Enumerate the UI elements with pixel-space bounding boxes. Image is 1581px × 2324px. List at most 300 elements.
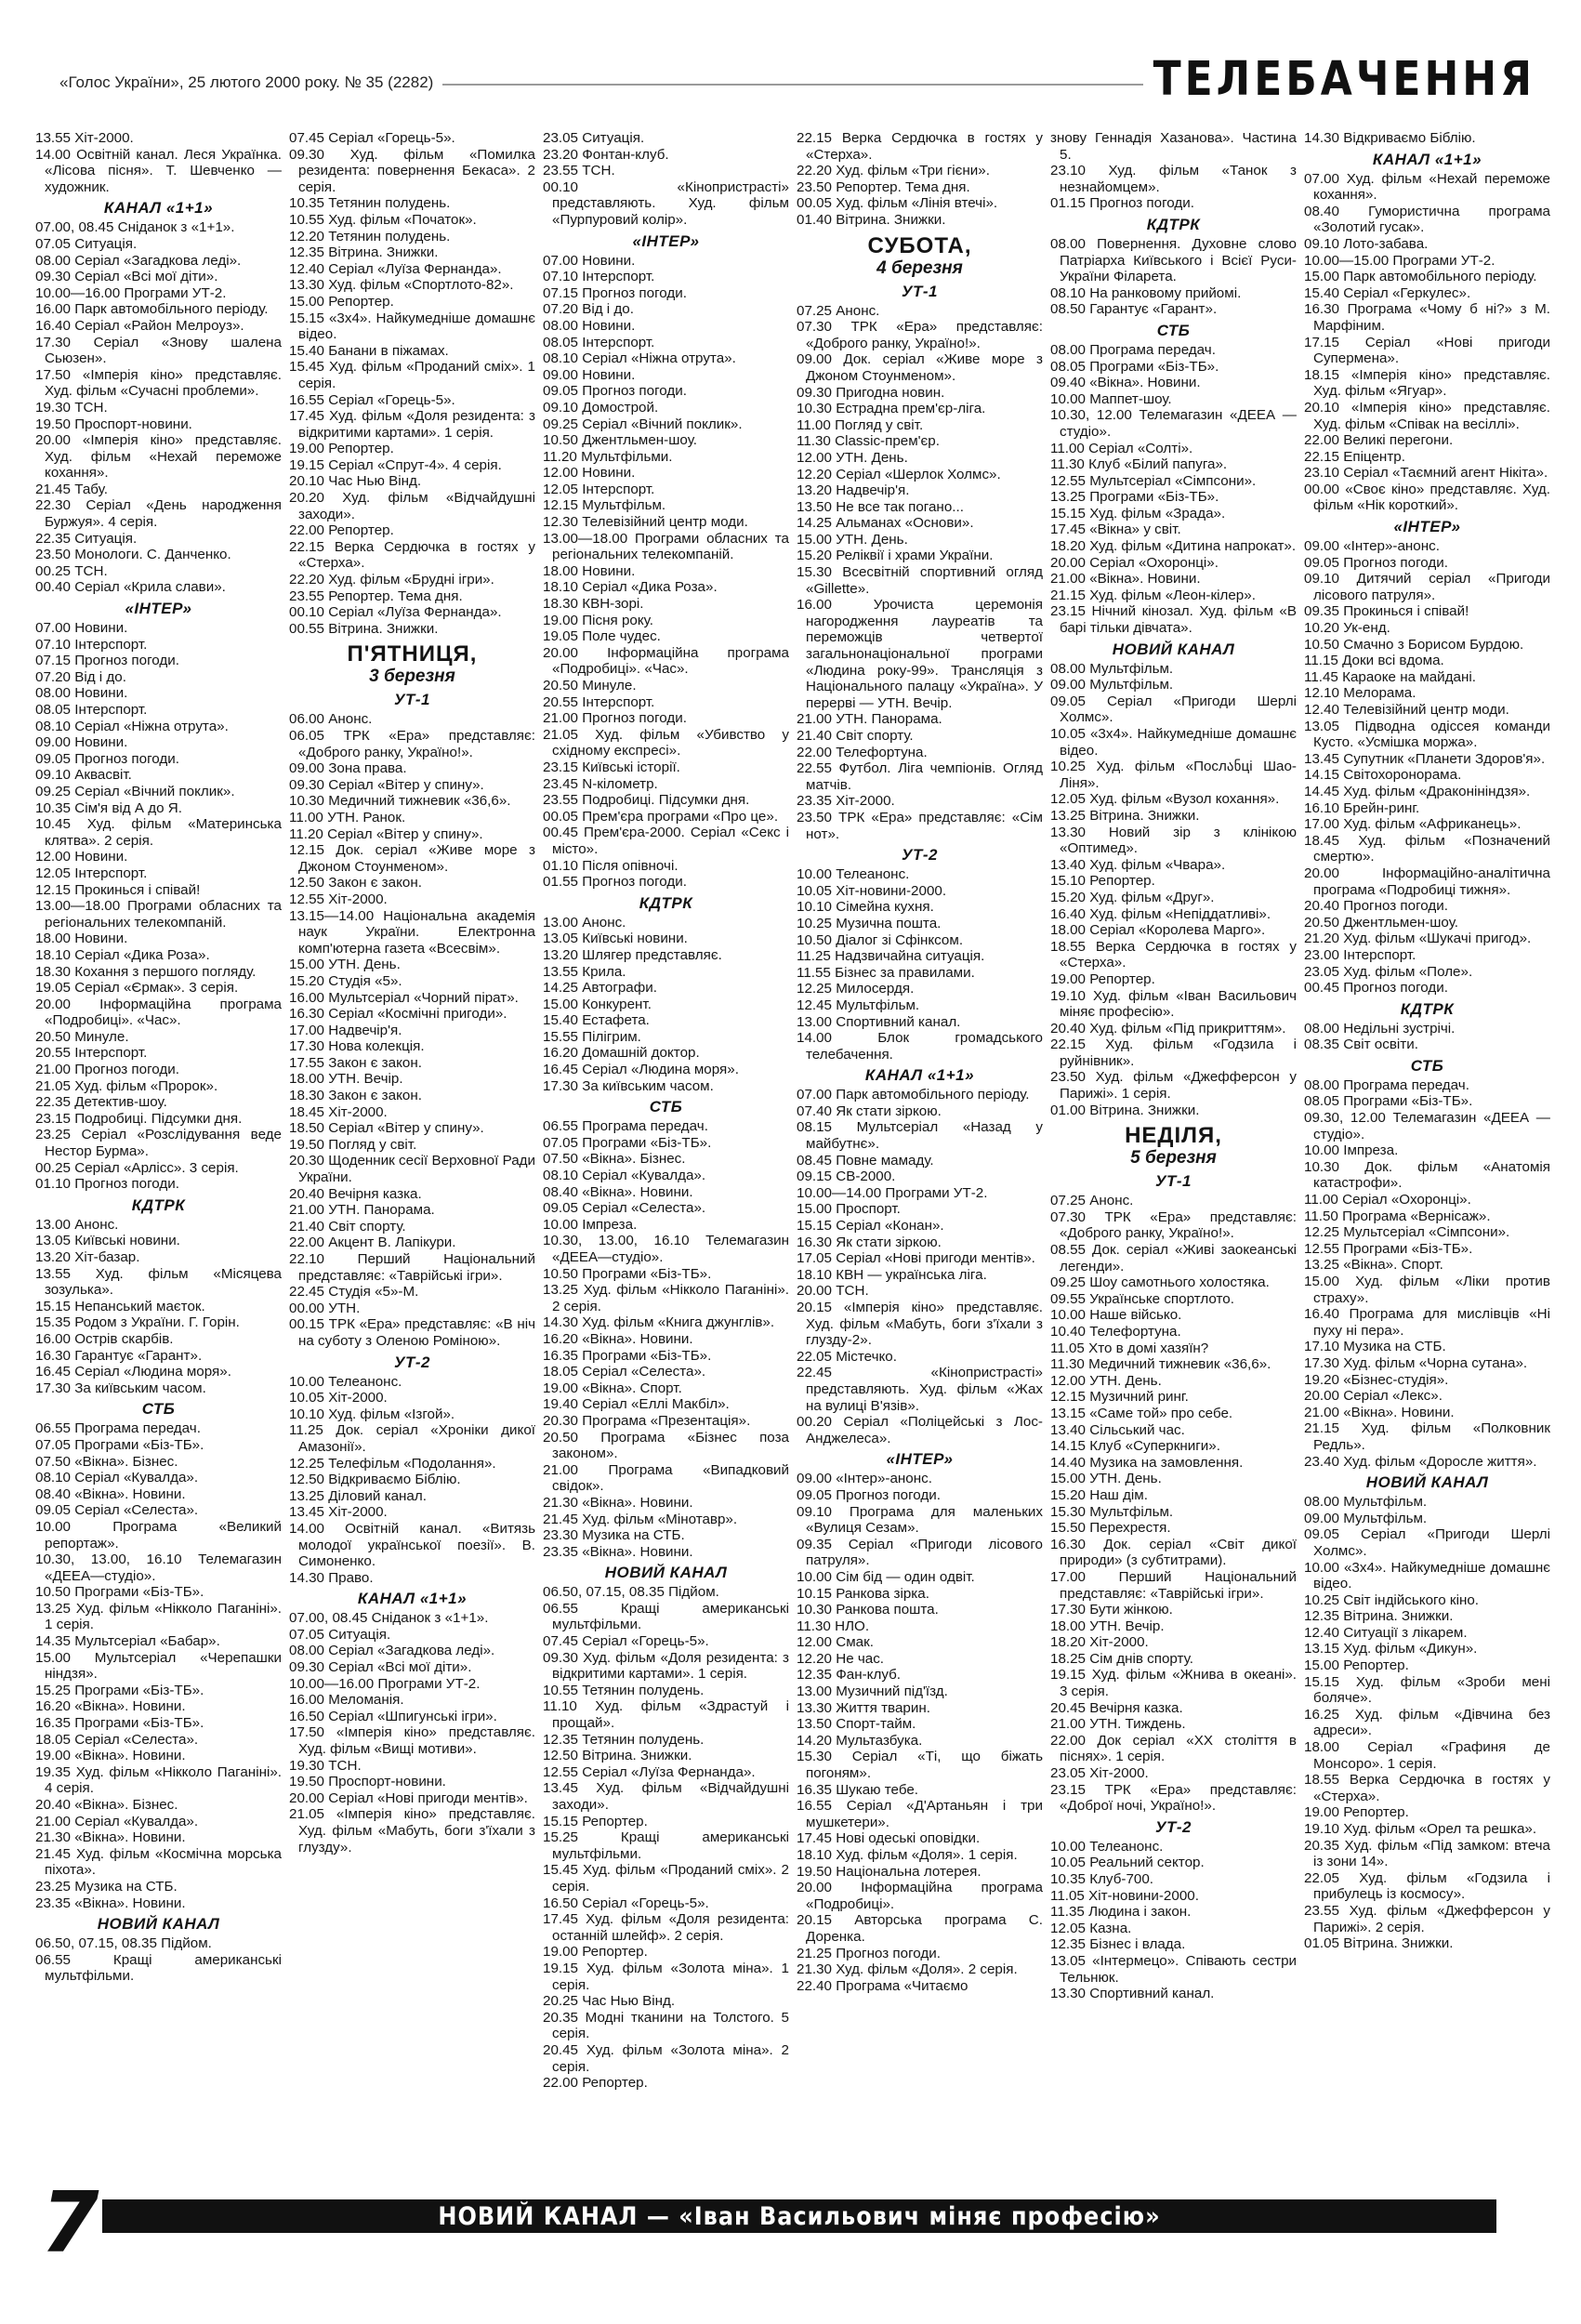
program-entry: 11.30 НЛО.	[797, 1618, 870, 1634]
program-entry: 10.25 Музична пошта.	[797, 915, 942, 931]
program-entry: 13.25 Худ. фільм «Нікколо Паганіні». 1 серія.	[35, 1600, 282, 1633]
program-entry: 19.00 Репортер.	[289, 441, 394, 457]
program-entry: 13.00 Спортивний канал.	[797, 1013, 961, 1030]
program-entry: 17.30 Бути жінкою.	[1050, 1602, 1173, 1618]
program-entry: 17.00 Надвечір'я.	[289, 1022, 402, 1038]
program-entry: 12.05 Інтерспорт.	[543, 481, 655, 497]
channel-heading: КАНАЛ «1+1»	[357, 1590, 468, 1608]
program-entry: 10.10 Худ. фільм «Ізгой».	[289, 1406, 455, 1422]
program-entry: 09.00 «Інтер»-анонс.	[797, 1471, 932, 1487]
program-entry: 10.30 Медичний тижневик «36,6».	[289, 793, 511, 810]
program-entry: 10.35 Клуб-700.	[1050, 1871, 1154, 1887]
program-entry: 16.30 Гарантує «Гарант».	[35, 1347, 203, 1364]
program-entry: 10.30, 13.00, 16.10 Телемагазин «ДЕЕА—студіо».	[543, 1233, 789, 1265]
program-entry: 17.45 «Вікна» у світ.	[1050, 522, 1181, 538]
program-entry: 07.20 Від і до.	[35, 668, 126, 685]
program-entry: 12.35 Бізнес і влада.	[1050, 1936, 1186, 1953]
program-entry: 08.05 Інтерспорт.	[35, 702, 148, 718]
program-entry: 16.30 Серіал «Космічні пригоди».	[289, 1006, 507, 1023]
program-entry: 17.30 За київським часом.	[35, 1380, 206, 1396]
program-entry: 11.50 Програма «Вернісаж».	[1304, 1208, 1491, 1224]
program-entry: 13.50 Не все так погано...	[797, 498, 964, 515]
program-entry: 00.45 Прем'єра-2000. Серіал «Секс і місто».	[543, 825, 789, 857]
program-entry: 11.30 Classic-прем'єр.	[797, 433, 940, 450]
channel-heading: УТ-1	[1154, 1172, 1192, 1191]
program-entry: 07.30 ТРК «Ера» представляє: «Доброго ранку, Україно!».	[797, 319, 1043, 351]
program-entry: 13.25 Діловий канал.	[289, 1487, 427, 1504]
program-entry: 16.50 Серіал «Шпигунські ігри».	[289, 1708, 497, 1724]
program-entry: 17.30 Серіал «Знову шалена Сьюзен».	[35, 334, 282, 367]
program-entry: 15.15 Худ. фільм «Зроби мені боляче».	[1304, 1673, 1550, 1707]
program-entry: 21.40 Світ спорту.	[289, 1218, 406, 1235]
program-entry: 15.30 Мультфільм.	[1050, 1503, 1174, 1520]
program-entry: 10.35 Тетянин полудень.	[289, 195, 451, 212]
channel-heading: «ІНТЕР»	[125, 600, 192, 618]
program-entry: 21.45 Худ. фільм «Мінотавр».	[543, 1511, 738, 1527]
program-entry: 13.45 Хіт-2000.	[289, 1504, 388, 1521]
program-entry: 23.10 Худ. фільм «Танок з незнайомцем».	[1050, 163, 1297, 195]
program-entry: 07.00 Новини.	[543, 252, 636, 269]
program-entry: 22.35 Детектив-шоу.	[35, 1094, 167, 1111]
program-entry: 23.55 ТСН.	[543, 163, 615, 179]
program-entry: 09.10 Домострой.	[543, 399, 659, 416]
program-entry: 09.05 Прогноз погоди.	[543, 383, 687, 400]
program-entry: 20.15 «Імперія кіно» представляє. Худ. фільм «Мабуть, боги з'їхали з глузду-2».	[797, 1300, 1043, 1349]
program-entry: 15.45 Худ. фільм «Проданий сміх». 1 серія.	[289, 359, 535, 391]
channel-heading: КАНАЛ «1+1»	[864, 1066, 975, 1085]
program-entry: 21.20 Худ. фільм «Шукачі пригод».	[1304, 931, 1532, 947]
program-entry: 22.45 «Кінопристрасті» представляють. Худ. фільм «Жах на вулиці В'язів».	[797, 1365, 1043, 1414]
channel-heading: «ІНТЕР»	[1393, 518, 1461, 536]
program-entry: 12.00 Новини.	[35, 849, 128, 865]
program-entry: 19.00 «Вікна». Новини.	[35, 1748, 186, 1764]
program-entry: 20.50 Джентльмен-шоу.	[1304, 914, 1458, 931]
program-entry: 20.55 Інтерспорт.	[35, 1045, 148, 1062]
program-entry: 10.00 Телеанонс.	[1050, 1838, 1164, 1855]
program-entry: 20.00 ТСН.	[797, 1283, 869, 1300]
program-entry: 15.45 Худ. фільм «Проданий сміх». 2 серія.	[543, 1862, 789, 1895]
program-entry: 08.10 Серіал «Кувалда».	[35, 1470, 199, 1486]
program-entry: 10.00—16.00 Програми УТ-2.	[35, 284, 227, 301]
program-entry: 16.00 Меломанія.	[289, 1692, 404, 1709]
program-entry: 09.30 Худ. фільм «Доля резидента: з відкритими картами». 1 серія.	[543, 1649, 789, 1683]
program-entry: 20.00 Серіал «Лекс».	[1304, 1388, 1443, 1405]
program-entry: 12.40 Ситуації з лікарем.	[1304, 1624, 1468, 1641]
program-entry: 12.25 Мультсеріал «Сімпсони».	[1304, 1224, 1510, 1241]
program-entry: 13.30 Спортивний канал.	[1050, 1986, 1215, 2002]
program-entry: 22.15 Епіцентр.	[1304, 448, 1405, 465]
program-entry: 09.25 Серіал «Вічний поклик».	[35, 783, 235, 799]
program-entry: 18.45 Хіт-2000.	[289, 1103, 388, 1120]
program-entry: знову Геннадія Хазанова». Частина 5.	[1050, 130, 1297, 163]
program-entry: 09.00 Мультфільм.	[1050, 677, 1174, 693]
program-entry: 22.15 Худ. фільм «Годзила і руйнівник».	[1050, 1037, 1297, 1069]
program-entry: 23.00 Інтерспорт.	[1304, 946, 1416, 963]
program-entry: 07.10 Інтерспорт.	[35, 636, 148, 653]
program-entry: 23.15 ТРК «Ера» представляє: «Доброї ночі, Україно!».	[1050, 1781, 1297, 1815]
program-entry: 09.10 Програма для маленьких «Вулиця Сезам».	[797, 1503, 1043, 1537]
channel-heading: КДТРК	[1400, 999, 1455, 1018]
program-entry: 18.00 Серіал «Королева Марго».	[1050, 922, 1266, 939]
program-entry: 15.00 Репортер.	[289, 293, 394, 310]
program-entry: 13.25 Вітрина. Знижки.	[1050, 807, 1200, 824]
program-entry: 22.40 Програма «Читаємо	[797, 1977, 968, 1994]
program-entry: 09.00 Мультфільм.	[1304, 1510, 1428, 1526]
program-entry: 11.00 Серіал «Солті».	[1050, 440, 1193, 456]
program-entry: 13.25 Програми «Біз-ТБ».	[1050, 489, 1219, 506]
masthead: «Голос України», 25 лютого 2000 року. № 35 (2282)	[50, 73, 442, 92]
program-entry: 16.00 Урочиста церемонія нагородження лауреатів та переможців четвертої загальнонаціональної програми «Людина року-99». Трансляція з Національного палацу «Україна». У перерві — УТН. Вечір.	[797, 597, 1043, 711]
program-entry: 11.00 УТН. Ранок.	[289, 809, 406, 825]
program-entry: 18.55 Верка Сердючка в гостях у «Стерха».	[1050, 938, 1297, 971]
program-entry: 12.40 Телевізійний центр моди.	[1304, 702, 1509, 718]
program-entry: 08.15 Мультсеріал «Назад у майбутнє».	[797, 1119, 1043, 1153]
program-entry: 12.10 Мелорама.	[1304, 685, 1416, 702]
program-entry: 18.30 КВН-зорі.	[543, 596, 644, 613]
footer-banner-text: НОВИЙ КАНАЛ — «Іван Васильович міняє професію»	[438, 2201, 1161, 2231]
program-entry: 22.15 Верка Сердючка в гостях у «Стерха».	[797, 130, 1043, 163]
program-entry: 08.10 Серіал «Ніжна отрута».	[543, 350, 736, 367]
program-entry: 16.45 Серіал «Людина моря».	[543, 1062, 739, 1078]
program-entry: 08.00 Програма передач.	[1050, 341, 1216, 358]
program-entry: 08.10 На ранковому прийомі.	[1050, 284, 1242, 301]
program-entry: 10.15 Ранкова зірка.	[797, 1585, 929, 1602]
program-entry: 14.30 Худ. фільм «Книга джунглів».	[543, 1314, 775, 1331]
program-entry: 13.05 Підводна одіссея команди Кусто. «Усмішка моржа».	[1304, 718, 1550, 751]
program-entry: 12.15 Музичний ринг.	[1050, 1389, 1189, 1406]
program-entry: 16.30 Програма «Чому б ні?» з М. Марфіним.	[1304, 301, 1550, 334]
day-date: 5 березня	[1130, 1148, 1217, 1169]
day-heading: П'ЯТНИЦЯ,	[347, 641, 478, 667]
program-entry: 22.00 Док серіал «ХХ століття в піснях». 1 серія.	[1050, 1732, 1297, 1765]
channel-heading: КДТРК	[131, 1195, 186, 1214]
program-entry: 07.45 Серіал «Горець-5».	[543, 1633, 709, 1650]
program-entry: 06.55 Кращі американські мультфільми.	[543, 1600, 789, 1633]
program-entry: 08.00 Серіал «Загадкова леді».	[35, 252, 242, 269]
program-entry: 20.30 Щоденник сесії Верховної Ради України.	[289, 1153, 535, 1186]
program-entry: 22.20 Худ. фільм «Три гієни».	[797, 163, 990, 179]
program-entry: 10.30, 13.00, 16.10 Телемагазин «ДЕЕА—студіо».	[35, 1552, 282, 1584]
program-entry: 18.05 Серіал «Селеста».	[543, 1364, 706, 1380]
program-entry: 22.30 Серіал «День народження Буржуя». 4 серія.	[35, 497, 282, 531]
program-entry: 13.40 Сільський час.	[1050, 1421, 1185, 1438]
column-5	[1050, 130, 1297, 2175]
program-entry: 12.20 Тетянин полудень.	[289, 228, 451, 244]
program-entry: 22.45 Студія «5»-М.	[289, 1284, 419, 1301]
program-entry: 10.20 Ук-енд.	[1304, 620, 1390, 637]
program-entry: 07.00, 08.45 Сніданок з «1+1».	[35, 219, 235, 236]
program-entry: 21.05 Худ. фільм «Пророк».	[35, 1077, 218, 1094]
program-entry: 19.00 Репортер.	[1050, 971, 1155, 987]
program-entry: 21.45 Табу.	[35, 481, 108, 497]
program-entry: 07.15 Прогноз погоди.	[543, 284, 687, 301]
program-entry: 10.00 Імпреза.	[1304, 1142, 1399, 1159]
program-entry: 15.00 УТН. День.	[289, 957, 401, 973]
program-entry: 17.30 Нова колекція.	[289, 1038, 425, 1055]
program-entry: 11.25 Надзвичайна ситуація.	[797, 948, 985, 965]
program-entry: 21.15 Худ. фільм «Полковник Редль».	[1304, 1420, 1550, 1453]
program-entry: 21.00 УТН. Панорама.	[289, 1202, 435, 1219]
program-entry: 17.50 «Імперія кіно» представляє. Худ. фільм «Сучасні проблеми».	[35, 366, 282, 400]
program-entry: 22.55 Футбол. Ліга чемпіонів. Огляд матчів.	[797, 760, 1043, 793]
program-entry: 10.50 Програми «Біз-ТБ».	[543, 1265, 712, 1282]
program-entry: 13.20 Шлягер представляє.	[543, 946, 722, 963]
program-entry: 06.50, 07.15, 08.35 Підйом.	[543, 1584, 719, 1601]
program-entry: 09.25 Серіал «Вічний поклик».	[543, 416, 743, 432]
page-header	[37, 52, 1543, 110]
channel-heading: УТ-2	[1154, 1817, 1192, 1836]
program-entry: 10.30, 12.00 Телемагазин «ДЕЕА — студіо».	[1050, 407, 1297, 440]
program-entry: 14.00 Блок громадського телебачення.	[797, 1030, 1043, 1063]
program-entry: 20.15 Авторська програма С. Доренка.	[797, 1912, 1043, 1945]
program-entry: 20.50 Минуле.	[35, 1028, 129, 1045]
program-entry: 18.00 Новини.	[35, 931, 128, 947]
program-entry: 23.35 «Вікна». Новини.	[543, 1543, 693, 1560]
tv-listings	[35, 130, 1550, 2175]
program-entry: 10.50 Діалог зі Сфінксом.	[797, 931, 964, 948]
program-entry: 23.35 «Вікна». Новини.	[35, 1895, 186, 1911]
program-entry: 14.00 Освітній канал. Леся Українка. «Лісова пісня». Т. Шевченко — художник.	[35, 146, 282, 195]
program-entry: 22.00 Телефортуна.	[797, 744, 928, 760]
channel-heading: КАНАЛ «1+1»	[1372, 150, 1482, 168]
program-entry: 11.30 Клуб «Білий папуга».	[1050, 456, 1228, 473]
program-entry: 00.20 Серіал «Поліцейські з Лос-Анджелеса».	[797, 1414, 1043, 1446]
program-entry: 12.15 Док. серіал «Живе море з Джоном Стоунменом».	[289, 842, 535, 875]
program-entry: 07.50 «Вікна». Бізнес.	[35, 1453, 178, 1470]
program-entry: 09.10 Аквасвіт.	[35, 767, 132, 784]
program-entry: 08.00 Недільні зустрічі.	[1304, 1020, 1456, 1037]
channel-heading: НОВИЙ КАНАЛ	[1365, 1473, 1489, 1492]
program-entry: 23.10 Серіал «Таємний агент Нікіта».	[1304, 465, 1548, 482]
program-entry: 10.00 Наше військо.	[1050, 1307, 1182, 1324]
program-entry: 21.40 Світ спорту.	[797, 728, 914, 744]
program-entry: 00.05 Худ. фільм «Лінія втечі».	[797, 195, 998, 212]
program-entry: 07.05 Ситуація.	[35, 235, 138, 252]
program-entry: 09.30, 12.00 Телемагазин «ДЕЕА — студіо».	[1304, 1110, 1550, 1142]
program-entry: 13.55 Худ. фільм «Місяцева зозулька».	[35, 1265, 282, 1299]
program-entry: 23.55 Репортер. Тема дня.	[289, 588, 463, 604]
program-entry: 09.15 СВ-2000.	[797, 1169, 896, 1185]
program-entry: 11.45 Караоке на майдані.	[1304, 668, 1476, 685]
program-entry: 11.00 Серіал «Охоронці».	[1304, 1192, 1471, 1208]
program-entry: 08.00 Мультфільм.	[1050, 660, 1174, 677]
program-entry: 16.30 Док. серіал «Світ дикої природи» (з субтитрами).	[1050, 1536, 1297, 1569]
channel-heading: СТБ	[649, 1098, 683, 1116]
program-entry: 00.55 Вітрина. Знижки.	[289, 620, 439, 637]
program-entry: 06.50, 07.15, 08.35 Підйом.	[35, 1935, 212, 1952]
program-entry: 17.50 «Імперія кіно» представляє. Худ. фільм «Вищі мотиви».	[289, 1724, 535, 1758]
program-entry: 13.00 Анонс.	[543, 914, 626, 931]
program-entry: 07.25 Анонс.	[797, 302, 880, 319]
program-entry: 19.30 ТСН.	[35, 399, 108, 416]
program-entry: 23.15 Київські історії.	[543, 759, 680, 775]
program-entry: 15.40 Банани в піжамах.	[289, 342, 449, 359]
program-entry: 13.40 Худ. фільм «Чвара».	[1050, 856, 1226, 873]
program-entry: 14.25 Альманах «Основи».	[797, 515, 974, 532]
program-entry: 18.00 Серіал «Графиня де Монсоро». 1 серія.	[1304, 1739, 1550, 1772]
program-entry: 16.00 Мультсеріал «Чорний пірат».	[289, 989, 519, 1006]
program-entry: 22.00 Репортер.	[543, 2075, 648, 2092]
program-entry: 01.15 Прогноз погоди.	[1050, 195, 1194, 212]
program-entry: 00.40 Серіал «Крила слави».	[35, 579, 226, 596]
program-entry: 18.10 КВН — українська ліга.	[797, 1266, 987, 1283]
program-entry: 17.00 Худ. фільм «Африканець».	[1304, 816, 1522, 833]
program-entry: 13.55 Крила.	[543, 963, 626, 980]
program-entry: 19.10 Худ. фільм «Орел та решка».	[1304, 1821, 1537, 1837]
program-entry: 10.50 Джентльмен-шоу.	[543, 432, 697, 449]
program-entry: 16.40 Програма для мислівців «Ні пуху ні пера».	[1304, 1306, 1550, 1339]
program-entry: 13.50 Спорт-тайм.	[797, 1716, 916, 1733]
program-entry: 23.50 Худ. фільм «Джефферсон у Парижі». 1 серія.	[1050, 1069, 1297, 1103]
program-entry: 15.50 Перехрестя.	[1050, 1520, 1171, 1537]
program-entry: 13.00 Музичний під'їзд.	[797, 1684, 948, 1700]
program-entry: 15.20 Наш дім.	[1050, 1486, 1148, 1503]
program-entry: 19.50 Проспорт-новини.	[35, 416, 192, 432]
program-entry: 22.15 Верка Сердючка в гостях у «Стерха».	[289, 538, 535, 572]
program-entry: 12.20 Серіал «Шерлок Холмс».	[797, 466, 1001, 482]
program-entry: 07.50 «Вікна». Бізнес.	[543, 1151, 686, 1168]
program-entry: 19.40 Серіал «Еллі Макбіл».	[543, 1396, 730, 1413]
program-entry: 13.15—14.00 Національна академія наук України. Електронна комп'ютерна газета «Всесвім».	[289, 907, 535, 957]
program-entry: 10.10 Сімейна кухня.	[797, 899, 934, 916]
program-entry: 10.55 Худ. фільм «Початок».	[289, 211, 477, 228]
program-entry: 10.00—16.00 Програми УТ-2.	[289, 1675, 481, 1692]
program-entry: 13.30 Худ. фільм «Спортлото-82».	[289, 277, 514, 294]
program-entry: 12.05 Худ. фільм «Вузол кохання».	[1050, 791, 1280, 808]
program-entry: 12.50 Відкриваємо Біблію.	[289, 1472, 461, 1488]
program-entry: 23.55 Подробиці. Підсумки дня.	[543, 792, 750, 809]
program-entry: 20.40 Прогноз погоди.	[1304, 898, 1448, 915]
program-entry: 17.45 Худ. фільм «Доля резидента: останній шлейф». 2 серія.	[543, 1911, 789, 1944]
program-entry: 09.30 Худ. фільм «Помилка резидента: повернення Бекаса». 2 серія.	[289, 146, 535, 195]
program-entry: 16.00 Парк автомобільного періоду.	[35, 301, 269, 318]
program-entry: 08.00 Новини.	[543, 317, 636, 334]
program-entry: 08.00 Повернення. Духовне слово Патріарха Київського і Всієї Руси-України Філарета.	[1050, 235, 1297, 285]
program-entry: 07.00, 08.45 Сніданок з «1+1».	[289, 1610, 489, 1627]
column-2	[289, 130, 535, 2175]
channel-heading: НОВИЙ КАНАЛ	[97, 1915, 220, 1934]
program-entry: 23.50 ТРК «Ера» представляє: «Сім нот».	[797, 809, 1043, 842]
program-entry: 15.00 Худ. фільм «Ліки против страху».	[1304, 1274, 1550, 1306]
program-entry: 13.30 Життя тварин.	[797, 1699, 930, 1716]
channel-heading: УТ-1	[901, 282, 938, 300]
program-entry: 06.55 Програма передач.	[543, 1118, 708, 1135]
program-entry: 16.20 Домашній доктор.	[543, 1045, 700, 1062]
program-entry: 18.15 «Імперія кіно» представляє. Худ. фільм «Ягуар».	[1304, 366, 1550, 400]
program-entry: 17.45 Нові одеські оповідки.	[797, 1830, 981, 1847]
program-entry: 09.10 Дитячий серіал «Пригоди лісового патруля».	[1304, 571, 1550, 603]
program-entry: 12.55 Серіал «Луїза Фернанда».	[543, 1763, 756, 1780]
program-entry: 01.00 Вітрина. Знижки.	[1050, 1102, 1200, 1118]
program-entry: 22.20 Худ. фільм «Брудні ігри».	[289, 572, 494, 588]
program-entry: 10.00—15.00 Програми УТ-2.	[1304, 252, 1495, 269]
program-entry: 21.30 «Вікна». Новини.	[543, 1494, 693, 1511]
program-entry: 12.05 Інтерспорт.	[35, 865, 148, 881]
program-entry: 08.05 Інтерспорт.	[543, 334, 655, 350]
program-entry: 14.40 Музика на замовлення.	[1050, 1454, 1244, 1471]
program-entry: 09.35 Прокинься і співай!	[1304, 603, 1469, 620]
program-entry: 11.25 Док. серіал «Хроніки дикої Амазонії».	[289, 1422, 535, 1455]
program-entry: 20.40 «Вікна». Бізнес.	[35, 1797, 178, 1813]
program-entry: 21.00 «Вікна». Новини.	[1304, 1404, 1455, 1420]
program-entry: 19.35 Худ. фільм «Нікколо Паганіні». 4 серія.	[35, 1763, 282, 1797]
program-entry: 06.55 Програма передач.	[35, 1420, 201, 1437]
program-entry: 22.05 Містечко.	[797, 1348, 897, 1365]
program-entry: 00.10 «Кінопристрасті» представляють. Худ. фільм «Пурпуровий колір».	[543, 178, 789, 228]
program-entry: 15.00 Парк автомобільного періоду.	[1304, 269, 1537, 285]
program-entry: 10.00 Телеанонс.	[797, 866, 910, 883]
program-entry: 20.40 Худ. фільм «Під прикриттям».	[1050, 1020, 1286, 1037]
program-entry: 01.55 Прогноз погоди.	[543, 874, 687, 891]
program-entry: 12.20 Не час.	[797, 1650, 885, 1667]
program-entry: 17.55 Закон є закон.	[289, 1054, 422, 1071]
program-entry: 10.00 Імпреза.	[543, 1216, 638, 1233]
program-entry: 20.10 Час Нью Вінд.	[289, 473, 422, 490]
program-entry: 20.00 Інформаційна програма «Подробиці». «Час».	[35, 996, 282, 1029]
program-entry: 10.00 «3х4». Найкумедніше домашнє відео.	[1304, 1559, 1550, 1592]
program-entry: 10.25 Світ індійського кіно.	[1304, 1591, 1480, 1608]
program-entry: 11.00 Погляд у світ.	[797, 416, 924, 433]
program-entry: 21.00 Прогноз погоди.	[543, 710, 687, 727]
program-entry: 12.55 Програми «Біз-ТБ».	[1304, 1240, 1473, 1257]
program-entry: 15.20 Студія «5».	[289, 972, 402, 989]
program-entry: 10.00 Маппет-шоу.	[1050, 390, 1172, 407]
program-entry: 23.25 Серіал «Розслідування веде Нестор Бурма».	[35, 1127, 282, 1160]
column-3	[543, 130, 789, 2175]
program-entry: 14.30 Відкриваємо Біблію.	[1304, 130, 1476, 146]
program-entry: 19.15 Серіал «Спрут-4». 4 серія.	[289, 456, 502, 473]
program-entry: 00.10 Серіал «Луїза Фернанда».	[289, 604, 502, 621]
program-entry: 12.50 Закон є закон.	[289, 875, 422, 891]
program-entry: 14.30 Право.	[289, 1569, 374, 1586]
program-entry: 10.25 Худ. фільм «Послანці Шао-Ліня».	[1050, 759, 1297, 791]
program-entry: 13.25 «Вікна». Спорт.	[1304, 1257, 1443, 1274]
program-entry: 18.00 УТН. Вечір.	[289, 1071, 403, 1088]
program-entry: 20.45 Вечірня казка.	[1050, 1699, 1183, 1716]
program-entry: 00.00 «Своє кіно» представляє. Худ. фільм «Нік короткий».	[1304, 481, 1550, 514]
program-entry: 09.25 Шоу самотнього холостяка.	[1050, 1274, 1270, 1291]
program-entry: 09.05 Серіал «Пригоди Шерлі Холмс».	[1304, 1526, 1550, 1559]
page-footer	[37, 2174, 1543, 2272]
program-entry: 23.15 Подробиці. Підсумки дня.	[35, 1110, 243, 1127]
program-entry: 10.45 Худ. фільм «Материнська клятва». 2 серія.	[35, 816, 282, 849]
program-entry: 12.25 Милосердя.	[797, 981, 915, 997]
program-entry: 06.00 Анонс.	[289, 711, 373, 728]
program-entry: 12.00 УТН. День.	[1050, 1372, 1162, 1389]
program-entry: 15.10 Репортер.	[1050, 873, 1155, 890]
program-entry: 01.10 Після опівночі.	[543, 857, 679, 874]
program-entry: 10.40 Телефортуна.	[1050, 1324, 1181, 1340]
day-heading: СУБОТА,	[867, 232, 972, 258]
program-entry: 20.30 Програма «Презентація».	[543, 1412, 751, 1429]
program-entry: 09.00 Новини.	[543, 366, 636, 383]
program-entry: 08.10 Серіал «Кувалда».	[543, 1168, 706, 1184]
channel-heading: СТБ	[1156, 321, 1191, 339]
program-entry: 07.00 Худ. фільм «Нехай переможе кохання».	[1304, 170, 1550, 204]
program-entry: 20.35 Модні тканини на Толстого. 5 серія.	[543, 2009, 789, 2042]
program-entry: 01.40 Вітрина. Знижки.	[797, 211, 946, 228]
program-entry: 07.00 Новини.	[35, 620, 128, 637]
program-entry: 20.50 Минуле.	[543, 678, 637, 693]
program-entry: 19.05 Поле чудес.	[543, 628, 661, 645]
program-entry: 22.00 Репортер.	[289, 522, 394, 539]
program-entry: 07.30 ТРК «Ера» представляє: «Доброго ранку, Україно!».	[1050, 1208, 1297, 1242]
column-1	[35, 130, 282, 2175]
program-entry: 10.30 Естрадна прем'єр-ліга.	[797, 401, 986, 417]
program-entry: 15.30 Серіал «Ті, що біжать погоням».	[797, 1749, 1043, 1782]
program-entry: 09.10 Лото-забава.	[1304, 235, 1429, 252]
program-entry: 12.50 Вітрина. Знижки.	[543, 1748, 692, 1764]
